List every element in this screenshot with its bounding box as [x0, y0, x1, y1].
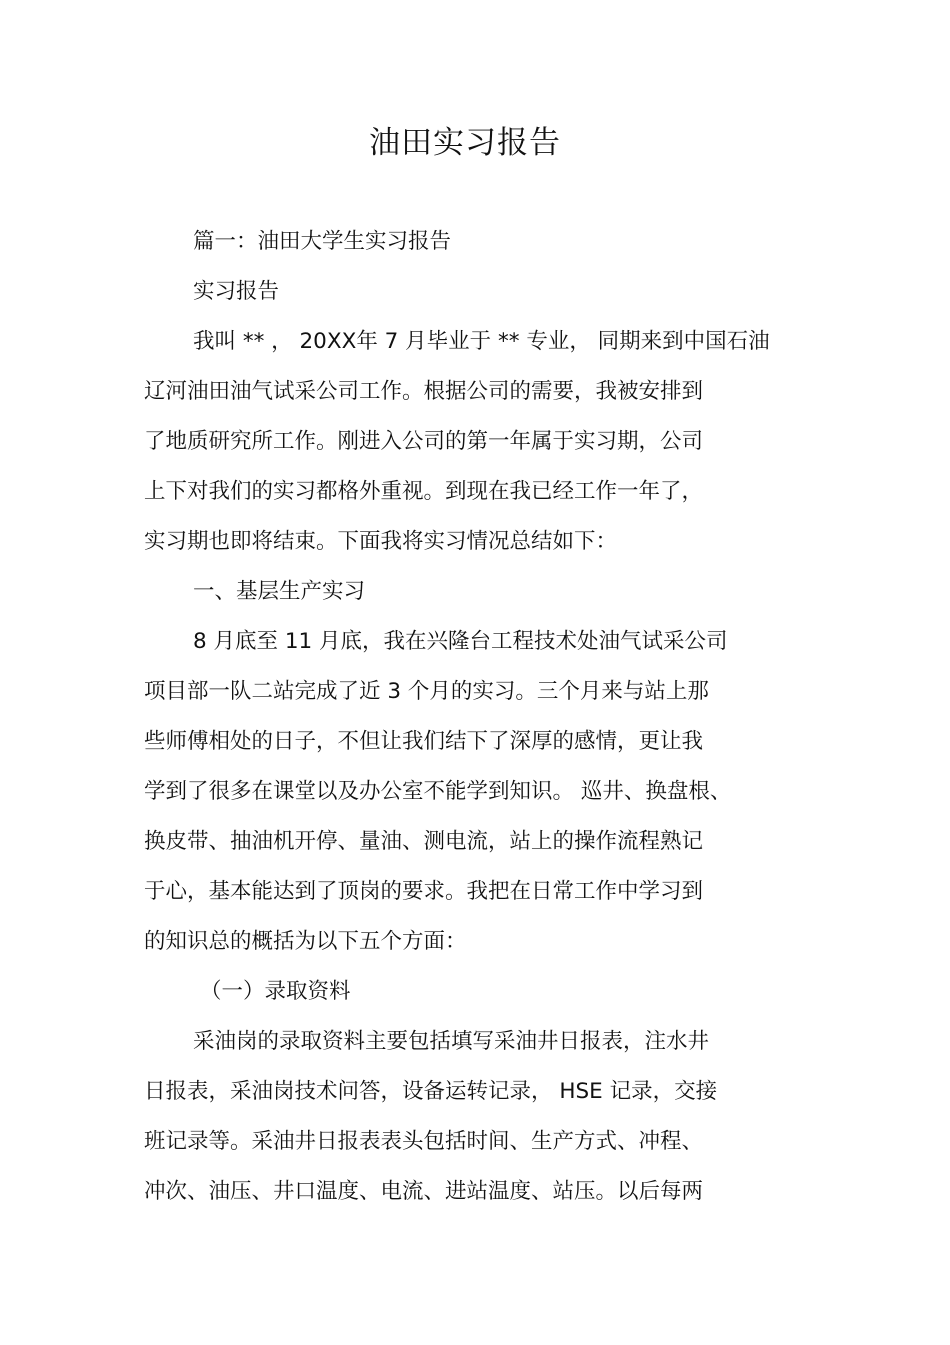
paragraph-line: 辽河油田油气试采公司工作。根据公司的需要，我被安排到 — [144, 379, 704, 404]
subheading: 实习报告 — [193, 279, 280, 304]
paragraph-line: 日报表，采油岗技术问答，设备运转记录， HSE 记录，交接 — [144, 1079, 718, 1104]
paragraph-line: 换皮带、抽油机开停、量油、测电流，站上的操作流程熟记 — [144, 829, 704, 854]
subsection-heading: （一）录取资料 — [200, 979, 351, 1004]
paragraph-line: 项目部一队二站完成了近 3 个月的实习。三个月来与站上那 — [144, 679, 709, 704]
document-title: 油田实习报告 — [369, 125, 561, 161]
paragraph-line: 我叫 ** ， 20XX年 7 月毕业于 ** 专业， 同期来到中国石油 — [193, 329, 770, 354]
paragraph-line: 于心，基本能达到了顶岗的要求。我把在日常工作中学习到 — [144, 879, 704, 904]
paragraph-line: 学到了很多在课堂以及办公室不能学到知识。 巡井、换盘根、 — [144, 779, 732, 804]
paragraph-line: 冲次、油压、井口温度、电流、进站温度、站压。以后每两 — [144, 1179, 704, 1204]
paragraph-line: 班记录等。采油井日报表表头包括时间、生产方式、冲程、 — [144, 1129, 704, 1154]
section-heading: 一、基层生产实习 — [193, 579, 366, 604]
paragraph-line: 采油岗的录取资料主要包括填写采油井日报表，注水井 — [193, 1029, 710, 1054]
paragraph-line: 了地质研究所工作。刚进入公司的第一年属于实习期，公司 — [144, 429, 704, 454]
paragraph-line: 8 月底至 11 月底，我在兴隆台工程技术处油气试采公司 — [193, 629, 728, 654]
paragraph-line: 上下对我们的实习都格外重视。到现在我已经工作一年了， — [144, 479, 704, 504]
section-heading: 篇一：油田大学生实习报告 — [193, 229, 452, 254]
paragraph-line: 些师傅相处的日子，不但让我们结下了深厚的感情，更让我 — [144, 729, 704, 754]
paragraph-line: 的知识总的概括为以下五个方面： — [144, 929, 467, 954]
paragraph-line: 实习期也即将结束。下面我将实习情况总结如下： — [144, 529, 618, 554]
